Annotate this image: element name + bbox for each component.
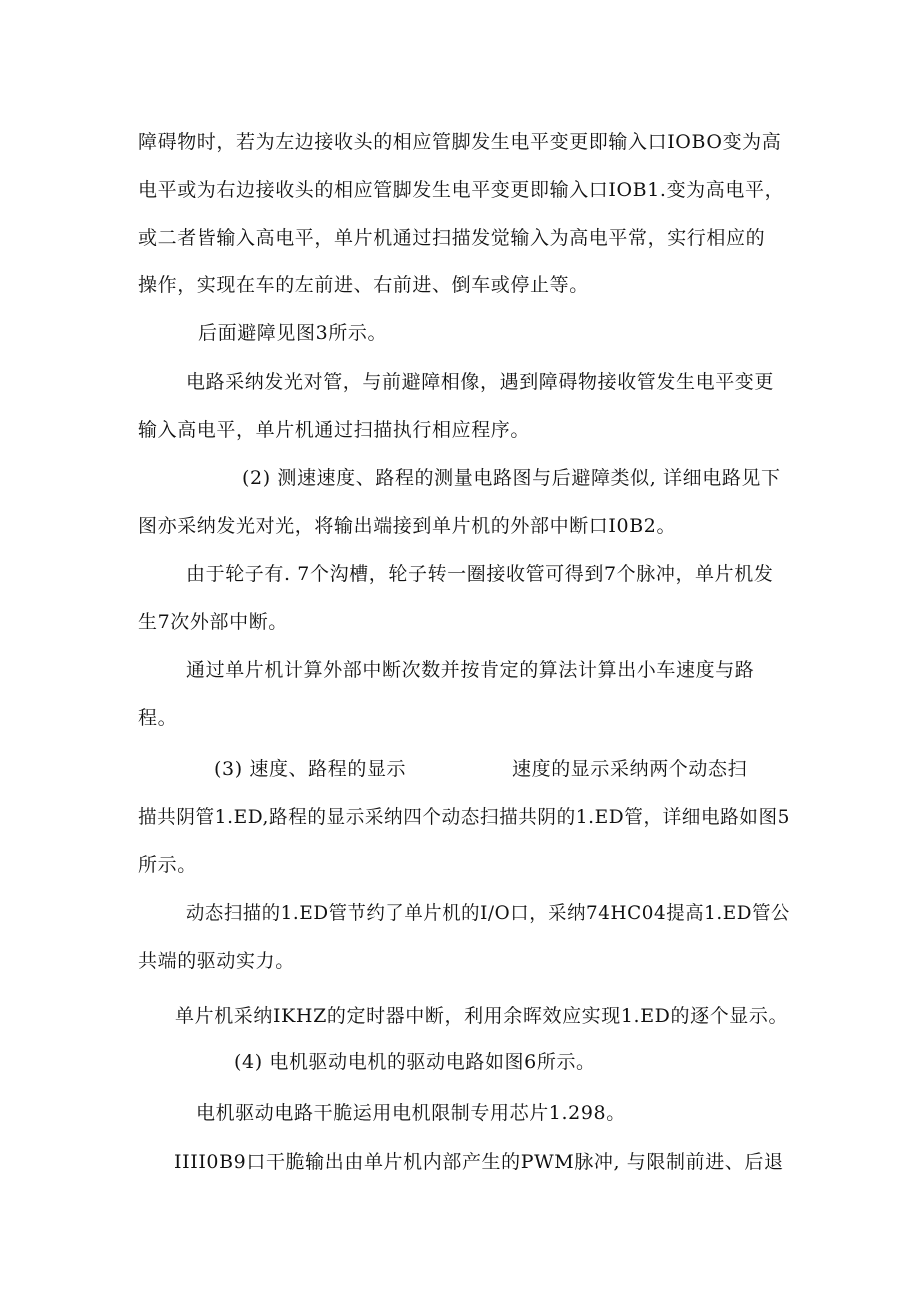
text-line: 共端的驱动实力。 xyxy=(138,950,295,972)
text-line: 电路采纳发光对管，与前避障相像，遇到障碍物接收管发生电平变更 xyxy=(186,371,775,393)
text-line: (2) 测速速度、路程的测量电路图与后避障类似, 详细电路见下 xyxy=(242,467,781,489)
text-line: 图亦采纳发光对光，将输出端接到单片机的外部中断口I0B2。 xyxy=(138,515,677,537)
text-line: 动态扫描的1.ED管节约了单片机的I/O口，采纳74HC04提高1.ED管公 xyxy=(186,902,790,924)
text-line: 描共阴管1.ED,路程的显示采纳四个动态扫描共阴的1.ED管，详细电路如图5 xyxy=(138,806,791,828)
text-line: 输入高电平，单片机通过扫描执行相应程序。 xyxy=(138,419,531,441)
text-line: 操作，实现在车的左前进、右前进、倒车或停止等。 xyxy=(138,274,589,296)
text-line: 所示。 xyxy=(138,854,197,876)
text-line: 电机驱动电路干脆运用电机限制专用芯片1.298。 xyxy=(196,1102,626,1124)
text-line: 速度的显示采纳两个动态扫 xyxy=(512,758,748,780)
text-line: (3) 速度、路程的显示 xyxy=(214,758,407,780)
text-line: 程。 xyxy=(138,707,178,729)
text-line: 由于轮子有. 7个沟槽，轮子转一圈接收管可得到7个脉冲，单片机发 xyxy=(186,563,774,585)
text-line: 障碍物时，若为左边接收头的相应管脚发生电平变更即输入口IOBO变为高 xyxy=(138,131,782,153)
text-line: 后面避障见图3所示。 xyxy=(198,322,388,344)
text-line: 单片机采纳IKHZ的定时器中断，利用余晖效应实现1.ED的逐个显示。 xyxy=(175,1005,789,1027)
text-line: IIII0B9口干脆输出由单片机内部产生的PWM脉冲, 与限制前进、后退 xyxy=(174,1151,784,1173)
text-line: 电平或为右边接收头的相应管脚发生电平变更即输入口IOB1.变为高电平， xyxy=(138,179,785,201)
text-line: 生7次外部中断。 xyxy=(138,611,288,633)
text-line: (4) 电机驱动电机的驱动电路如图6所示。 xyxy=(234,1051,596,1073)
text-line: 通过单片机计算外部中断次数并按肯定的算法计算出小车速度与路 xyxy=(186,659,755,681)
text-line: 或二者皆输入高电平，单片机通过扫描发觉输入为高电平常，实行相应的 xyxy=(138,227,766,249)
